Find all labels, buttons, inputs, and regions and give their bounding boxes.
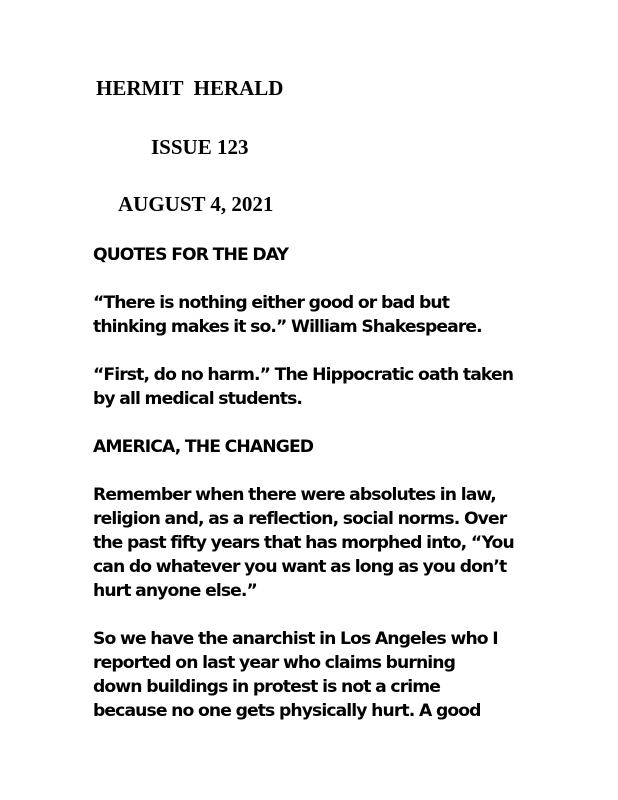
paragraph-line: religion and, as a reflection, social norms. Over <box>93 509 507 529</box>
quote-shakespeare <box>93 291 593 339</box>
paragraph-line: because no one gets physically hurt. A good <box>93 701 481 721</box>
article-heading <box>93 435 593 459</box>
paragraph-line: down buildings in protest is not a crime <box>93 677 441 697</box>
issue-number: ISSUE 123 <box>151 135 249 159</box>
issue-date: AUGUST 4, 2021 <box>118 192 274 216</box>
quotes-heading-text: QUOTES FOR THE DAY <box>93 245 289 265</box>
newsletter-title: HERMIT HERALD <box>96 76 284 100</box>
paragraph-line: hurt anyone else.” <box>93 581 257 601</box>
quote-hippocratic <box>93 363 593 411</box>
quotes-heading <box>93 243 593 267</box>
paragraph-line: reported on last year who claims burning <box>93 653 456 673</box>
quote-line: thinking makes it so.” William Shakespeare. <box>93 317 482 337</box>
paragraph-line: the past fifty years that has morphed into, “You <box>93 533 514 553</box>
paragraph-line: So we have the anarchist in Los Angeles who I <box>93 629 498 649</box>
article-paragraph-1 <box>93 483 593 603</box>
quote-line: “There is nothing either good or bad but <box>93 293 450 313</box>
paragraph-line: can do whatever you want as long as you don’t <box>93 557 507 577</box>
quote-line: “First, do no harm.” The Hippocratic oath taken <box>93 365 514 385</box>
paragraph-line: Remember when there were absolutes in law, <box>93 485 496 505</box>
quote-line: by all medical students. <box>93 389 303 409</box>
article-paragraph-2 <box>93 627 593 723</box>
article-heading-text: AMERICA, THE CHANGED <box>93 437 314 457</box>
